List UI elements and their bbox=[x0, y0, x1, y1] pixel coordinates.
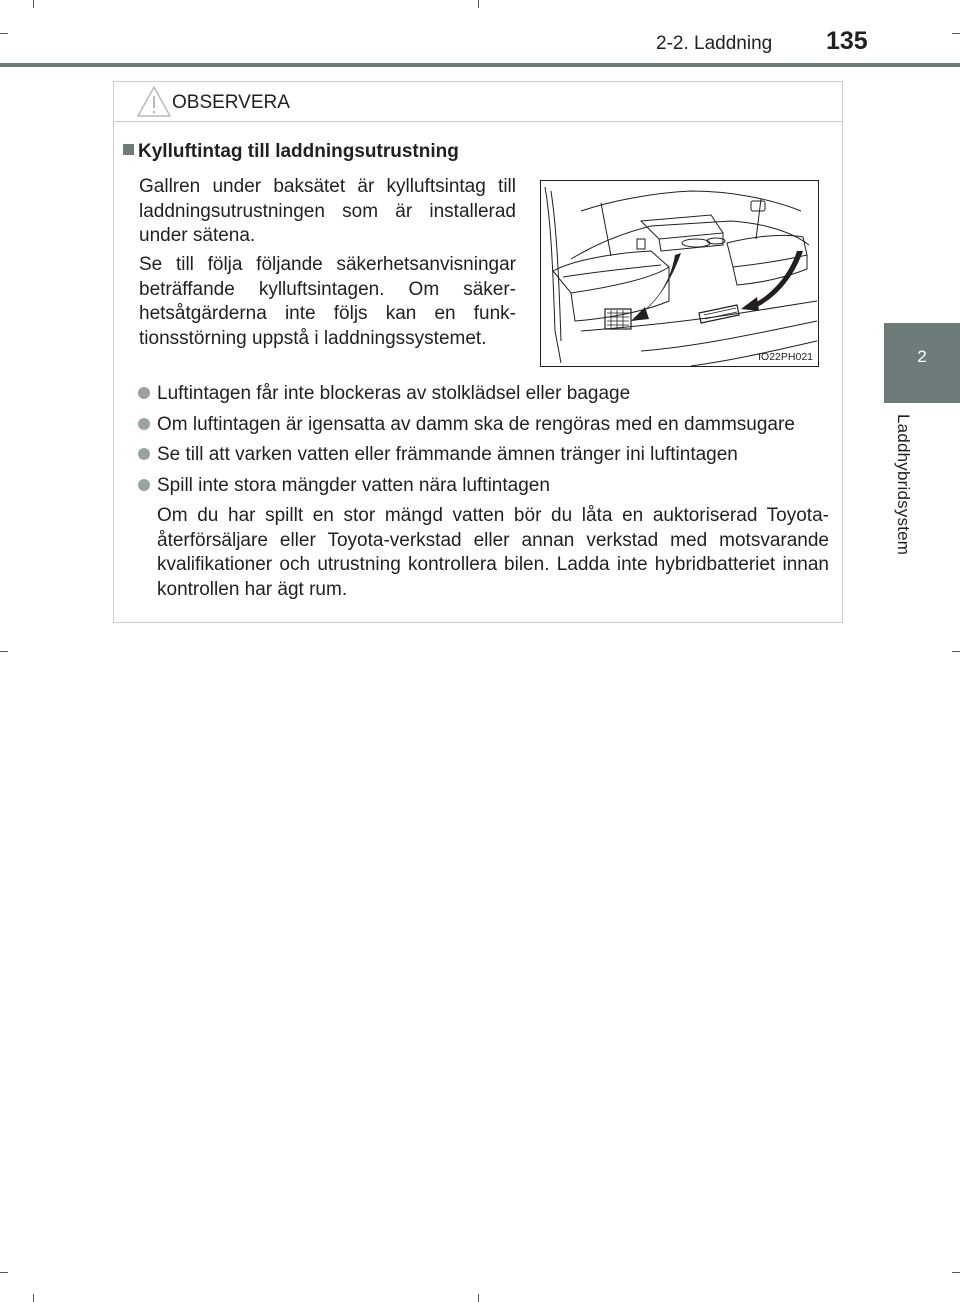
rear-seat-drawing bbox=[541, 181, 818, 366]
chapter-tab bbox=[884, 323, 960, 403]
list-item bbox=[138, 475, 550, 497]
section-heading bbox=[123, 141, 459, 163]
square-bullet-icon bbox=[123, 144, 134, 155]
list-item-text: Luftintagen får inte blockeras av stolklädsel eller bagage bbox=[157, 383, 631, 404]
rear-seat-illustration bbox=[540, 180, 819, 367]
list-item-text: Spill inte stora mängder vatten nära luftintagen bbox=[157, 475, 550, 496]
header-rule bbox=[0, 63, 960, 67]
crop-mark bbox=[0, 1272, 8, 1273]
notice-title: OBSERVERA bbox=[172, 92, 290, 113]
crop-mark bbox=[952, 651, 960, 652]
chapter-number: 2 bbox=[917, 347, 927, 366]
crop-mark bbox=[33, 0, 34, 8]
round-bullet-icon bbox=[138, 418, 150, 430]
section-heading-text: Kylluftintag till laddningsutrustning bbox=[138, 141, 459, 162]
list-item-text: Om luftintagen är igensatta av damm ska de rengöras med en dammsugare bbox=[157, 414, 795, 435]
crop-mark bbox=[952, 33, 960, 34]
round-bullet-icon bbox=[138, 448, 150, 460]
crop-mark bbox=[478, 1294, 479, 1302]
crop-mark bbox=[0, 33, 8, 34]
water-spill-paragraph: Om du har spillt en stor mängd vatten bör du låta en auktoriserad Toyota-återförsäljare eller Toyota-verkstad eller annan verkstad med motsvarande kvalifikationer och utrustning kontrollera bilen. Ladda inte hybridbatteriet innan kontrollen har ägt rum. bbox=[157, 505, 829, 600]
crop-mark bbox=[33, 1294, 34, 1302]
header-section-title: 2-2. Laddning bbox=[656, 33, 773, 54]
list-item bbox=[138, 414, 795, 436]
list-item-text: Se till att varken vatten eller främmande ämnen tränger ini luftintagen bbox=[157, 444, 738, 465]
crop-mark bbox=[952, 1272, 960, 1273]
round-bullet-icon bbox=[138, 479, 150, 491]
safety-paragraph: Se till följa följande säkerhetsanvisningar beträffande kylluftsintagen. Om säker-hetsåtgärderna inte följs kan en funk-tionsstörning uppstå i laddningssystemet. bbox=[139, 254, 516, 349]
round-bullet-icon bbox=[138, 387, 150, 399]
intro-paragraph: Gallren under baksätet är kylluftsintag till laddningsutrustningen som är installerad under sätena. bbox=[139, 176, 516, 246]
crop-mark bbox=[0, 651, 8, 652]
list-item bbox=[138, 383, 630, 405]
warning-triangle-icon bbox=[136, 85, 172, 118]
notice-header bbox=[114, 82, 842, 122]
page-number: 135 bbox=[826, 27, 868, 55]
chapter-label: Laddhybridsystem bbox=[894, 414, 913, 556]
crop-mark bbox=[478, 0, 479, 8]
list-item bbox=[138, 444, 738, 466]
figure-id: IO22PH021 bbox=[758, 351, 813, 363]
